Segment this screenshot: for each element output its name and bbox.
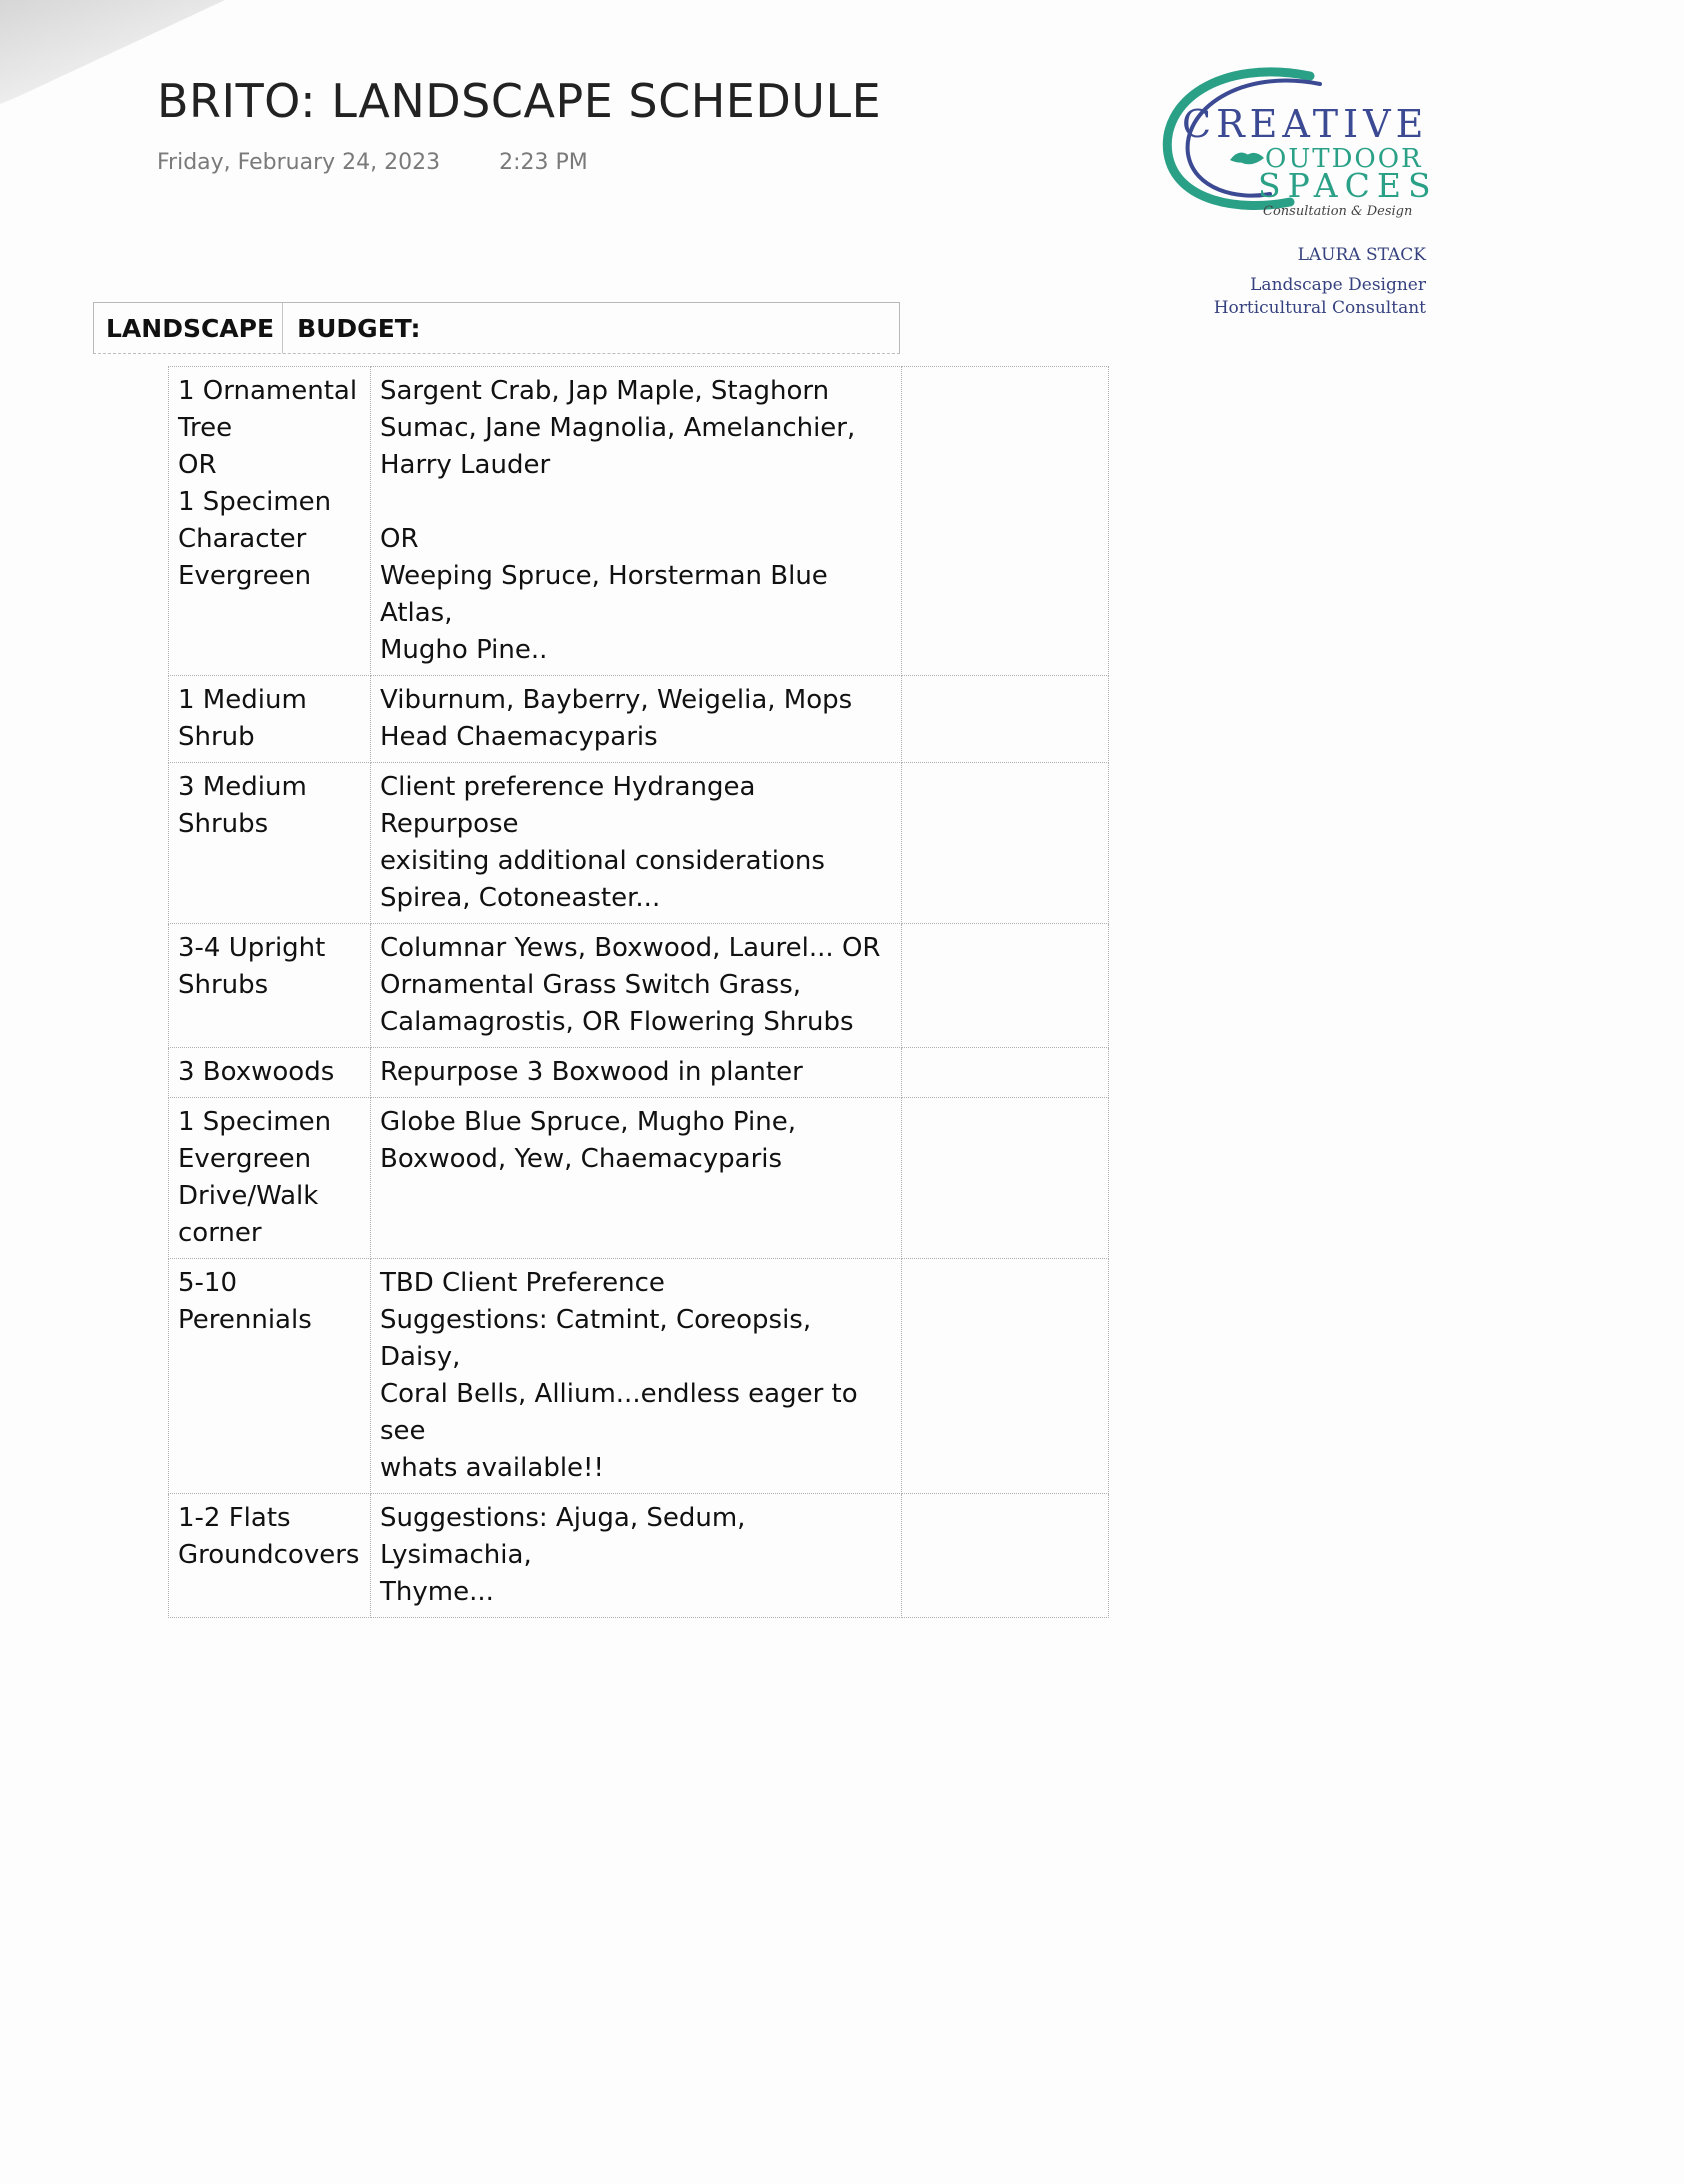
plant-options-cell: Client preference Hydrangea Repurpose exisiting additional considerations Spirea, Cotoneaster... bbox=[371, 763, 902, 924]
empty-cell bbox=[902, 1259, 1109, 1494]
quantity-cell: 1 Ornamental Tree OR 1 Specimen Character Evergreen bbox=[169, 367, 371, 676]
designer-role-2: Horticultural Consultant bbox=[1213, 298, 1426, 318]
table-row bbox=[169, 676, 1109, 763]
logo-spaces-text: SPACES bbox=[1258, 166, 1438, 205]
logo-creative-text: CREATIVE bbox=[1182, 102, 1429, 146]
page-title: BRITO: LANDSCAPE SCHEDULE bbox=[157, 74, 882, 128]
budget-header bbox=[93, 302, 900, 354]
logo-tagline: Consultation & Design bbox=[1263, 204, 1413, 219]
table-row bbox=[169, 1259, 1109, 1494]
logo-outdoor-text: OUTDOOR bbox=[1265, 144, 1423, 174]
empty-cell bbox=[902, 367, 1109, 676]
quantity-cell: 5-10 Perennials bbox=[169, 1259, 371, 1494]
plant-options-cell: Repurpose 3 Boxwood in planter bbox=[371, 1048, 902, 1098]
designer-role-1: Landscape Designer bbox=[1250, 275, 1426, 295]
plant-options-cell: TBD Client Preference Suggestions: Catmint, Coreopsis, Daisy, Coral Bells, Allium...endless eager to see whats available!! bbox=[371, 1259, 902, 1494]
quantity-cell: 1-2 Flats Groundcovers bbox=[169, 1494, 371, 1618]
quantity-cell: 1 Specimen Evergreen Drive/Walk corner bbox=[169, 1098, 371, 1259]
empty-cell bbox=[902, 763, 1109, 924]
budget-label-budget: BUDGET: bbox=[297, 313, 421, 343]
table-row bbox=[169, 1048, 1109, 1098]
empty-cell bbox=[902, 1048, 1109, 1098]
budget-label-landscape: LANDSCAPE bbox=[106, 313, 275, 343]
designer-contact bbox=[1214, 245, 1426, 320]
quantity-cell: 3 Boxwoods bbox=[169, 1048, 371, 1098]
table-row bbox=[169, 367, 1109, 676]
quantity-cell: 1 Medium Shrub bbox=[169, 676, 371, 763]
date-text: Friday, February 24, 2023 bbox=[157, 150, 441, 175]
budget-divider bbox=[282, 303, 283, 353]
empty-cell bbox=[902, 1098, 1109, 1259]
plant-options-cell: Suggestions: Ajuga, Sedum, Lysimachia, Thyme... bbox=[371, 1494, 902, 1618]
plant-options-cell: Viburnum, Bayberry, Weigelia, Mops Head Chaemacyparis bbox=[371, 676, 902, 763]
timestamp bbox=[157, 150, 588, 175]
plant-options-cell: Sargent Crab, Jap Maple, Staghorn Sumac, Jane Magnolia, Amelanchier, Harry Lauder OR Weeping Spruce, Horsterman Blue Atlas, Mugho Pine.. bbox=[371, 367, 902, 676]
empty-cell bbox=[902, 676, 1109, 763]
table-row bbox=[169, 763, 1109, 924]
company-logo bbox=[1160, 62, 1438, 232]
plant-options-cell: Columnar Yews, Boxwood, Laurel... OR Ornamental Grass Switch Grass, Calamagrostis, OR Flowering Shrubs bbox=[371, 924, 902, 1048]
empty-cell bbox=[902, 1494, 1109, 1618]
time-text: 2:23 PM bbox=[499, 150, 588, 175]
empty-cell bbox=[902, 924, 1109, 1048]
plant-options-cell: Globe Blue Spruce, Mugho Pine, Boxwood, Yew, Chaemacyparis bbox=[371, 1098, 902, 1259]
quantity-cell: 3-4 Upright Shrubs bbox=[169, 924, 371, 1048]
schedule-table bbox=[168, 366, 1109, 1618]
table-row bbox=[169, 1494, 1109, 1618]
designer-name: LAURA STACK bbox=[1297, 245, 1426, 265]
table-row bbox=[169, 924, 1109, 1048]
quantity-cell: 3 Medium Shrubs bbox=[169, 763, 371, 924]
table-row bbox=[169, 1098, 1109, 1259]
